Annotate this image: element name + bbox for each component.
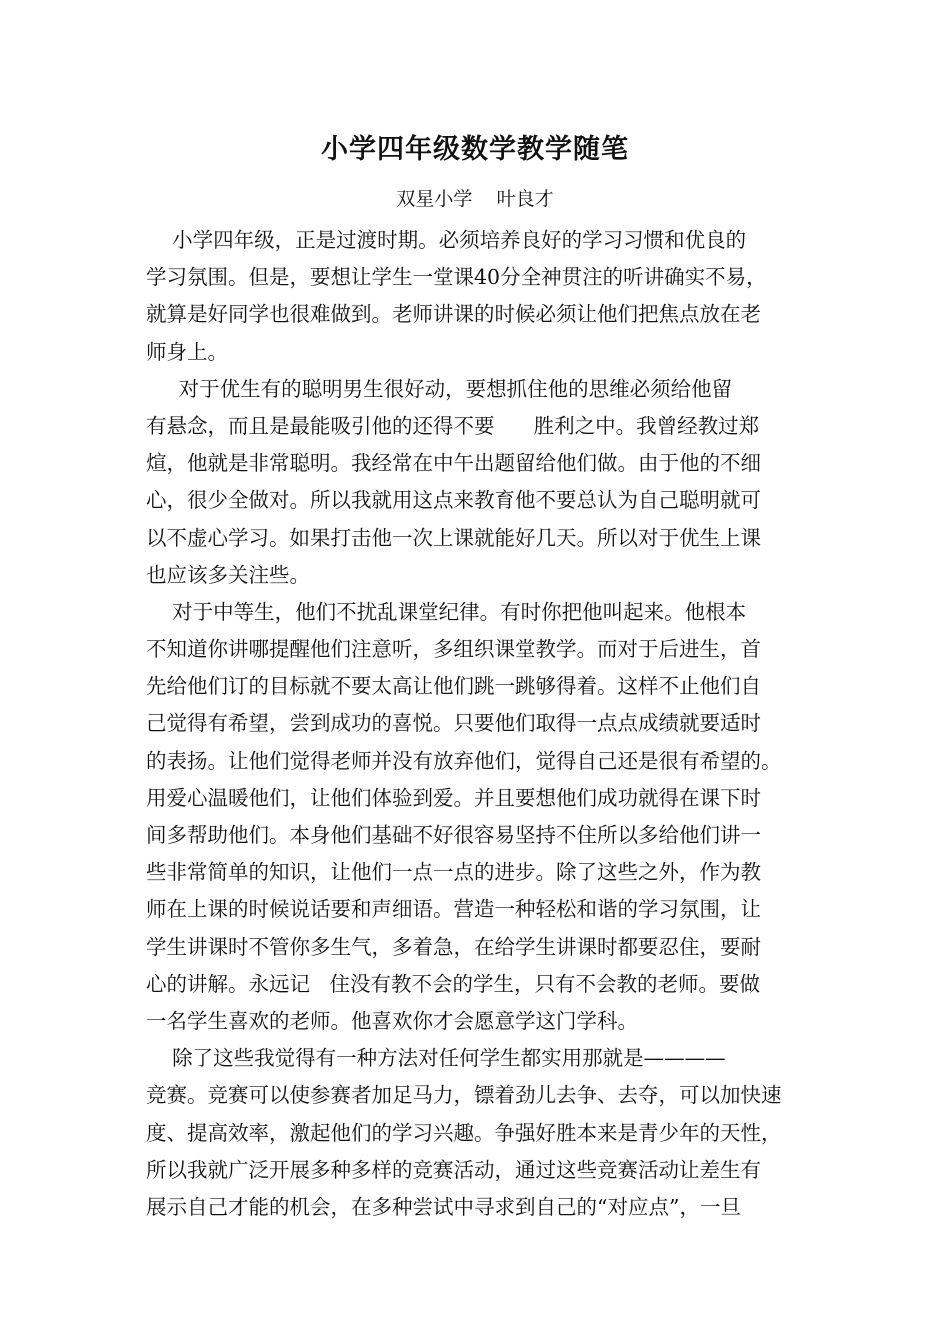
body-line: 度、提高效率，激起他们的学习兴趣。争强好胜本来是青少年的天性， — [146, 1120, 782, 1145]
body-line: 除了这些我觉得有一种方法对任何学生都实用那就是———— — [146, 1046, 726, 1071]
body-line: 一名学生喜欢的老师。他喜欢你才会愿意学这门学科。 — [146, 1008, 638, 1033]
body-line: 以不虚心学习。如果打击他一次上课就能好几天。所以对于优生上课 — [146, 525, 761, 550]
body-line: 师在上课的时候说话要和声细语。营造一种轻松和谐的学习氛围，让 — [146, 897, 761, 922]
body-line: 对于中等生，他们不扰乱课堂纪律。有时你把他叫起来。他根本 — [146, 599, 747, 624]
body-line: 小学四年级，正是过渡时期。必须培养良好的学习习惯和优良的 — [146, 228, 747, 252]
body-line: 有悬念，而且是最能吸引他的还得不要 胜利之中。我曾经教过郑 — [146, 413, 760, 438]
body-line: 心，很少全做对。所以我就用这点来教育他不要总认为自己聪明就可 — [146, 488, 761, 513]
document-body — [146, 222, 826, 1226]
body-line: 对于优生有的聪明男生很好动，要想抓住他的思维必须给他留 — [146, 376, 733, 401]
body-line: 也应该多关注些。 — [146, 562, 310, 587]
body-line: 展示自己才能的机会，在多种尝试中寻求到自己的“对应点”，一旦 — [146, 1194, 741, 1219]
body-line: 些非常简单的知识，让他们一点一点的进步。除了这些之外，作为教 — [146, 860, 761, 885]
body-line: 煊，他就是非常聪明。我经常在中午出题留给他们做。由于他的不细 — [146, 451, 761, 476]
body-line: 就算是好同学也很难做到。老师讲课的时候必须让他们把焦点放在老 — [146, 302, 761, 327]
body-line: 所以我就广泛开展多种多样的竞赛活动，通过这些竞赛活动让差生有 — [146, 1157, 761, 1182]
body-line: 用爱心温暖他们，让他们体验到爱。并且要想他们成功就得在课下时 — [146, 785, 761, 810]
document-title: 小学四年级数学教学随笔 — [321, 134, 629, 165]
body-line: 间多帮助他们。本身他们基础不好很容易坚持不住所以多给他们讲一 — [146, 823, 761, 847]
body-line: 学生讲课时不管你多生气，多着急，在给学生讲课时都要忍住，要耐 — [146, 934, 761, 959]
body-line: 竞赛。竞赛可以使参赛者加足马力，镖着劲儿去争、去夺，可以加快速 — [146, 1083, 782, 1108]
body-line: 师身上。 — [146, 339, 228, 364]
body-line: 不知道你讲哪提醒他们注意听，多组织课堂教学。而对于后进生，首 — [146, 637, 761, 662]
body-line: 心的讲解。永远记 住没有教不会的学生，只有不会教的老师。要做 — [146, 971, 761, 996]
body-line: 先给他们订的目标就不要太高让他们跳一跳够得着。这样不止他们自 — [146, 674, 761, 699]
document-byline: 双星小学 叶良才 — [396, 188, 554, 210]
body-line: 的表扬。让他们觉得老师并没有放弃他们，觉得自己还是很有希望的。 — [146, 748, 782, 773]
body-line: 己觉得有希望，尝到成功的喜悦。只要他们取得一点点成绩就要适时 — [146, 711, 761, 736]
body-line: 学习氛围。但是，要想让学生一堂课40分全神贯注的听讲确实不易， — [146, 265, 767, 290]
